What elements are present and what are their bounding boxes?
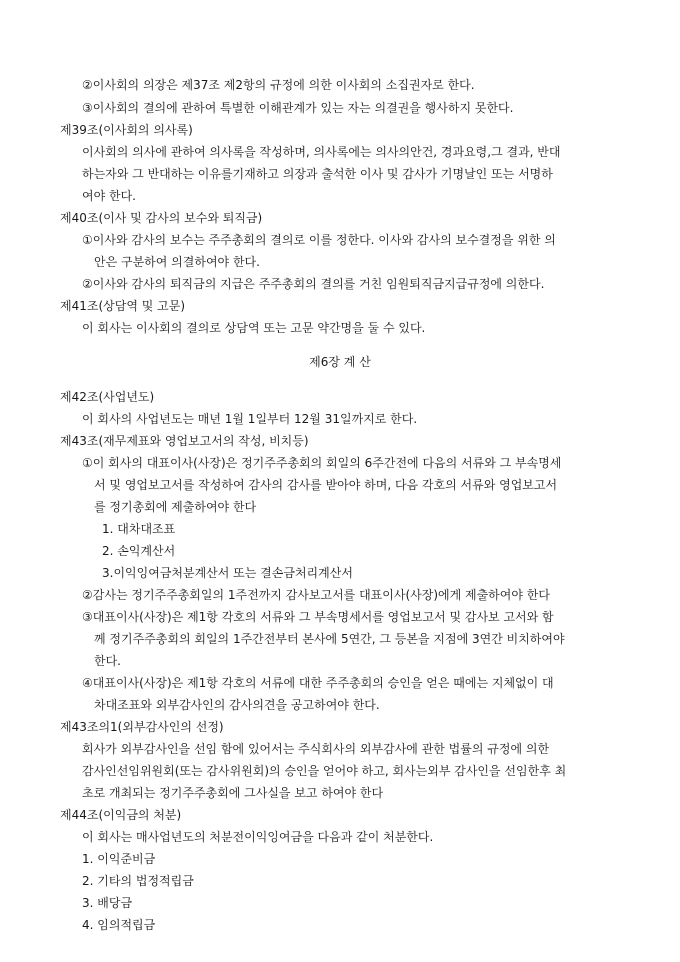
text-line: ②감사는 정기주주총회일의 1주전까지 감사보고서를 대표이사(사장)에게 제출하여야 한다	[82, 588, 550, 602]
text-line: 께 정기주주총회의 회일의 1주간전부터 본사에 5연간, 그 등본을 지점에 3연간 비치하여야	[94, 632, 565, 646]
article-heading: 제42조(사업년도)	[60, 390, 155, 404]
list-item: 3. 배당금	[82, 896, 133, 910]
article-heading: 제43조의1(외부감사인의 선정)	[60, 720, 224, 734]
text-line: 서 및 영업보고서를 작성하여 감사의 감사를 받아야 하며, 다음 각호의 서류와 영업보고서	[94, 478, 558, 492]
text-line: 초로 개최되는 정기주주총회에 그사실을 보고 하여야 한다	[82, 786, 384, 800]
text-line: ①이 회사의 대표이사(사장)은 정기주주총회의 회일의 6주간전에 다음의 서류와 그 부속명세	[82, 456, 562, 470]
text-line: 이사회의 의사에 관하여 의사록을 작성하며, 의사록에는 의사의안건, 경과요령,그 결과, 반대	[82, 145, 561, 159]
article-heading: 제40조(이사 및 감사의 보수와 퇴직금)	[60, 211, 263, 225]
text-line: 여야 한다.	[82, 189, 136, 203]
article-heading: 제44조(이익금의 처분)	[60, 808, 182, 822]
list-item: 1. 대차대조표	[102, 522, 176, 536]
text-line: 이 회사는 이사회의 결의로 상담역 또는 고문 약간명을 둘 수 있다.	[82, 321, 426, 335]
text-line: 를 정기총회에 제출하여야 한다	[94, 500, 257, 514]
text-line: 하는자와 그 반대하는 이유를기재하고 의장과 출석한 이사 및 감사가 기명날인 또는 서명하	[82, 167, 553, 181]
text-line: ①이사와 감사의 보수는 주주총회의 결의로 이를 정한다. 이사와 감사의 보수결정을 위한 의	[82, 233, 556, 247]
article-heading: 제39조(이사회의 의사록)	[60, 123, 193, 137]
text-line: ②이사와 감사의 퇴직금의 지급은 주주총회의 결의를 거친 임원퇴직금지급규정에 의한다.	[82, 277, 545, 291]
text-line: 안은 구분하여 의결하여야 한다.	[94, 255, 260, 269]
text-line: 회사가 외부감사인을 선임 함에 있어서는 주식회사의 외부감사에 관한 법률의 규정에 의한	[82, 742, 550, 756]
text-line: 한다.	[94, 654, 121, 668]
text-line: ②이사회의 의장은 제37조 제2항의 규정에 의한 이사회의 소집권자로 한다.	[82, 78, 475, 92]
list-item: 1. 이익준비금	[82, 852, 156, 866]
chapter-title: 제6장 계 산	[309, 355, 371, 369]
text-line: 이 회사의 사업년도는 매년 1월 1일부터 12월 31일까지로 한다.	[82, 412, 418, 426]
text-line: 감사인선임위원회(또는 감사위원회)의 승인을 얻어야 하고, 회사는외부 감사인을 선임한후 최	[82, 764, 567, 778]
list-item: 2. 손익계산서	[102, 544, 176, 558]
text-line: ③이사회의 결의에 관하여 특별한 이해관계가 있는 자는 의결권을 행사하지 못한다.	[82, 101, 514, 115]
text-line: 차대조표와 외부감사인의 감사의견을 공고하여야 한다.	[94, 698, 380, 712]
article-heading: 제43조(재무제표와 영업보고서의 작성, 비치등)	[60, 434, 309, 448]
list-item: 4. 임의적립금	[82, 918, 156, 932]
article-heading: 제41조(상담역 및 고문)	[60, 299, 185, 313]
text-line: ④대표이사(사장)은 제1항 각호의 서류에 대한 주주총회의 승인을 얻은 때에는 지체없이 대	[82, 676, 554, 690]
text-line: ③대표이사(사장)은 제1항 각호의 서류와 그 부속명세서를 영업보고서 및 감사보 고서와 함	[82, 610, 554, 624]
text-line: 이 회사는 매사업년도의 처분전이익잉여금을 다음과 같이 처분한다.	[82, 830, 434, 844]
list-item: 2. 기타의 법정적립금	[82, 874, 194, 888]
list-item: 3.이익잉여금처분계산서 또는 결손금처리계산서	[102, 566, 353, 580]
